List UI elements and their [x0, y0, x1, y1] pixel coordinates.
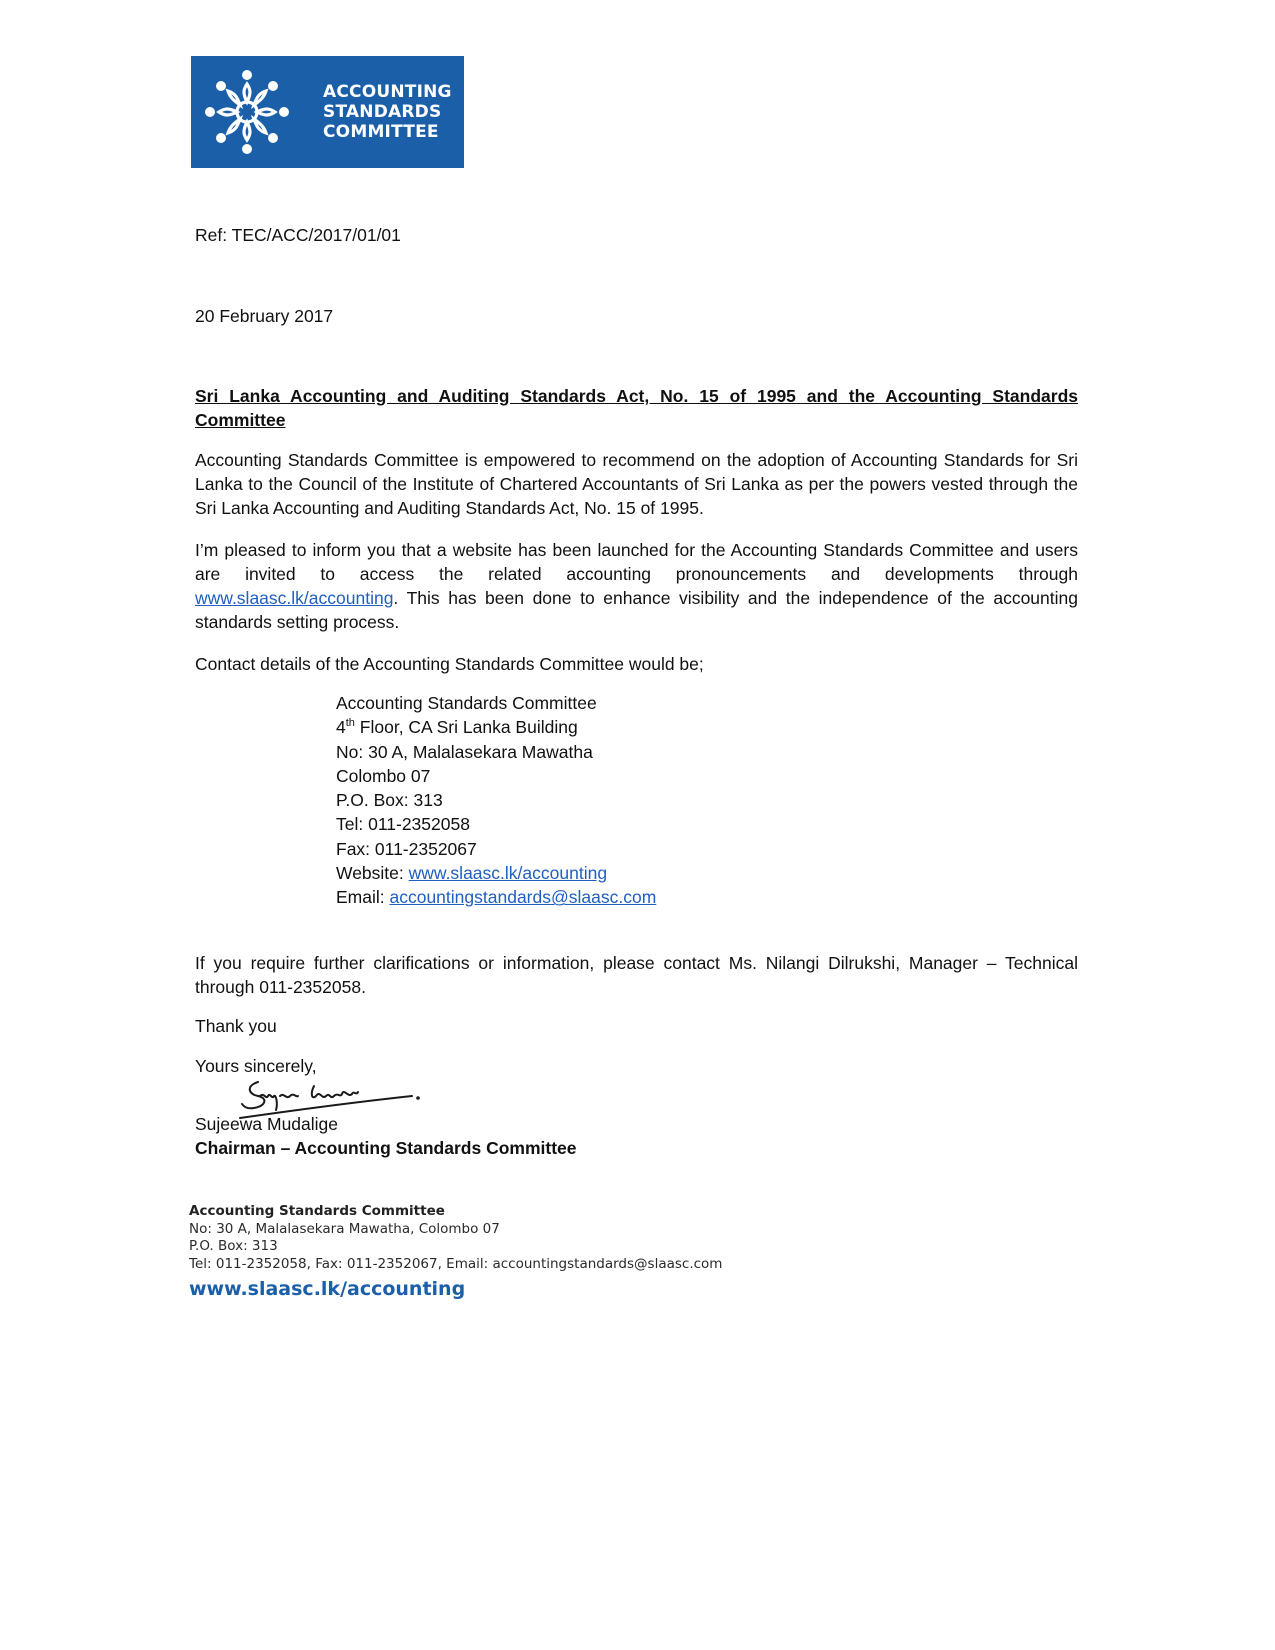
- address-tel: Tel: 011-2352058: [336, 814, 470, 835]
- logo-line-3: COMMITTEE: [323, 122, 439, 142]
- address-website: [336, 861, 656, 885]
- address-website-link[interactable]: www.slaasc.lk/accounting: [408, 863, 608, 884]
- reference-number: Ref: TEC/ACC/2017/01/01: [195, 225, 401, 245]
- paragraph-empowerment: Accounting Standards Committee is empowered to recommend on the adoption of Accounting Standards for Sri Lanka to the Council of the Institute of Chartered Accountants of Sri Lanka as per the powers vested through the Sri Lanka Accounting and Auditing Standards Act, No. 15 of 1995.: [195, 450, 1078, 518]
- address-pobox: P.O. Box: 313: [336, 790, 443, 811]
- website-label: Website:: [336, 863, 409, 884]
- letter-subject: Sri Lanka Accounting and Auditing Standards Act, No. 15 of 1995 and the Accounting Standards Committee: [195, 386, 1078, 430]
- floor-building: Floor, CA Sri Lanka Building: [354, 717, 578, 738]
- paragraph-clarifications: If you require further clarifications or information, please contact Ms. Nilangi Dilrukshi, Manager – Technical through 011-2352058.: [195, 953, 1078, 997]
- floor-suffix: th: [345, 717, 355, 730]
- letter-date: 20 February 2017: [195, 306, 334, 326]
- logo-wordmark: [323, 82, 452, 142]
- address-email: [336, 885, 656, 909]
- paragraph-contact-intro: Contact details of the Accounting Standards Committee would be;: [195, 654, 704, 674]
- address-street: No: 30 A, Malalasekara Mawatha: [336, 741, 593, 762]
- footer-org-name: Accounting Standards Committee: [189, 1203, 445, 1219]
- email-label: Email:: [336, 887, 390, 908]
- paragraph-website-text-2: . This has been done to enhance visibility and the independence of the accounting standards setting process.: [195, 588, 1078, 632]
- paragraph-website-text-1: I’m pleased to inform you that a website has been launched for the Accounting Standards Committee and users are invited to access the related accounting pronouncements and developments through: [195, 540, 1078, 584]
- logo-line-1: ACCOUNTING: [323, 82, 452, 102]
- address-fax: Fax: 011-2352067: [336, 838, 477, 859]
- signer-name: Sujeewa Mudalige: [195, 1114, 339, 1134]
- footer-address: No: 30 A, Malalasekara Mawatha, Colombo 07: [189, 1220, 500, 1237]
- signer-title: Chairman – Accounting Standards Committee: [195, 1138, 577, 1158]
- address-email-link[interactable]: accountingstandards@slaasc.com: [389, 887, 657, 908]
- thank-you-line: Thank you: [195, 1016, 277, 1036]
- footer-website[interactable]: www.slaasc.lk/accounting: [189, 1278, 466, 1300]
- committee-logo: [191, 56, 464, 168]
- website-link[interactable]: www.slaasc.lk/accounting: [195, 588, 394, 608]
- lotus-people-emblem-icon: [199, 64, 295, 160]
- footer-pobox: P.O. Box: 313: [189, 1238, 278, 1254]
- contact-address-block: [336, 691, 656, 910]
- logo-line-2: STANDARDS: [323, 102, 442, 122]
- closing-line: Yours sincerely,: [195, 1056, 317, 1076]
- footer-contact: Tel: 011-2352058, Fax: 011-2352067, Email: accountingstandards@slaasc.com: [189, 1255, 723, 1272]
- letterhead-footer: [189, 1203, 722, 1300]
- address-city: Colombo 07: [336, 765, 431, 786]
- address-org-name: Accounting Standards Committee: [336, 693, 597, 713]
- paragraph-website-launch: [195, 538, 1078, 634]
- floor-number: 4: [336, 717, 346, 738]
- address-floor: [336, 715, 656, 739]
